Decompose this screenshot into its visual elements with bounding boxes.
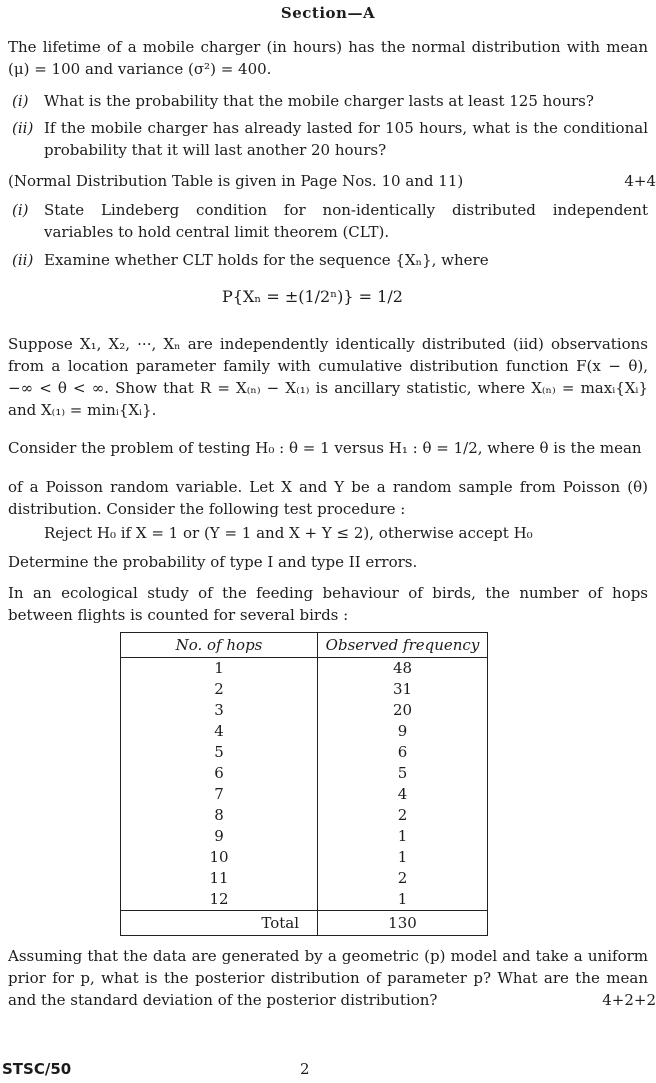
table-row	[121, 679, 488, 700]
q1-intro: The lifetime of a mobile charger (in hours) has the normal distribution with mean (μ) = 100 and variance (σ²) = 400.	[8, 38, 648, 78]
frequency-cell: 1	[397, 827, 408, 845]
hops-cell: 1	[121, 658, 318, 680]
table-row	[121, 868, 488, 889]
table-row	[121, 721, 488, 742]
hops-cell: 6	[121, 763, 318, 784]
q5-marks: 4+2+2	[602, 991, 656, 1009]
frequency-cell: 6	[397, 743, 408, 761]
hops-cell: 8	[121, 805, 318, 826]
q4-text: of a Poisson random variable. Let X and Y be a random sample from Poisson (θ) distribution. Consider the following test procedure :	[8, 478, 648, 518]
hops-cell: 12	[121, 889, 318, 911]
hops-cell: 3	[121, 700, 318, 721]
frequency-cell: 2	[397, 869, 408, 887]
q1-part-ii	[8, 117, 648, 161]
q5-question: Assuming that the data are generated by a geometric (p) model and take a uniform prior for p, what is the posterior distribution of parameter p? What are the mean and the standard deviation of the posterior distribution?	[8, 947, 648, 1009]
hops-cell: 10	[121, 847, 318, 868]
q1-part-i	[8, 90, 648, 112]
q5-intro: In an ecological study of the feeding behaviour of birds, the number of hops between flights is counted for several birds :	[8, 584, 648, 624]
total-label: Total	[121, 911, 318, 936]
q1-part-ii-text: If the mobile charger has already lasted for 105 hours, what is the conditional probability that it will last another 20 hours?	[44, 119, 648, 159]
frequency-cell: 20	[392, 701, 413, 719]
hops-cell: 5	[121, 742, 318, 763]
table-row	[121, 826, 488, 847]
hops-cell: 4	[121, 721, 318, 742]
frequency-cell: 1	[397, 848, 408, 866]
q2-part-i	[8, 199, 648, 243]
frequency-cell: 31	[392, 680, 413, 698]
q1-note-row	[8, 170, 656, 192]
table-row	[121, 742, 488, 763]
q3-text: Suppose X₁, X₂, ···, Xₙ are independently identically distributed (iid) observations from a location parameter family with cumulative distribution function F(x − θ), −∞ < θ < ∞. Show that R = X₍ₙ₎ − X₍₁₎ is ancillary statistic, where X₍ₙ₎ = maxᵢ{Xᵢ} and X₍₁₎ = minᵢ{Xᵢ}.	[8, 335, 648, 419]
q4-line1: Consider the problem of testing H₀ : θ = 1 versus H₁ : θ = 1/2, where θ is the mean	[8, 439, 642, 457]
q2-part-ii-number: (ii)	[12, 251, 34, 269]
q4-rule: Reject H₀ if X = 1 or (Y = 1 and X + Y ≤ 2), otherwise accept H₀	[44, 524, 533, 542]
hops-cell: 2	[121, 679, 318, 700]
table-row	[121, 784, 488, 805]
hops-cell: 11	[121, 868, 318, 889]
q1-part-i-number: (i)	[12, 92, 29, 110]
table-row	[121, 658, 488, 680]
q2-formula: P{Xₙ = ±(1/2ⁿ)} = 1/2	[222, 287, 403, 306]
column-header-hops: No. of hops	[121, 633, 318, 658]
hops-cell: 9	[121, 826, 318, 847]
q5-question-block	[8, 945, 656, 1011]
table-row	[121, 889, 488, 911]
frequency-cell: 1	[397, 890, 408, 908]
q1-part-i-text: What is the probability that the mobile charger lasts at least 125 hours?	[44, 92, 594, 110]
total-value: 130	[318, 911, 488, 936]
frequency-cell: 5	[397, 764, 408, 782]
q1-note: (Normal Distribution Table is given in Page Nos. 10 and 11)	[8, 172, 464, 190]
section-heading: Section—A	[280, 4, 376, 22]
table-row	[121, 805, 488, 826]
table-row	[121, 700, 488, 721]
hops-cell: 7	[121, 784, 318, 805]
frequency-cell: 9	[397, 722, 408, 740]
table-row	[121, 847, 488, 868]
table-row	[121, 763, 488, 784]
q1-marks: 4+4	[624, 172, 656, 190]
q2-part-ii-text: Examine whether CLT holds for the sequence {Xₙ}, where	[44, 251, 489, 269]
frequency-cell: 4	[397, 785, 408, 803]
q1-part-ii-number: (ii)	[12, 119, 34, 137]
hops-frequency-table	[120, 632, 488, 936]
column-header-frequency: Observed frequency	[318, 633, 488, 658]
table-total-row	[121, 911, 488, 936]
q2-part-ii	[8, 249, 648, 271]
page-number: 2	[300, 1060, 310, 1078]
paper-code: STSC/50	[2, 1060, 72, 1078]
frequency-cell: 48	[392, 659, 413, 677]
table-body	[121, 658, 488, 911]
q2-part-i-number: (i)	[12, 201, 29, 219]
q4-ask: Determine the probability of type I and type II errors.	[8, 553, 418, 571]
q2-part-i-text: State Lindeberg condition for non-identically distributed independent variables to hold central limit theorem (CLT).	[44, 201, 648, 241]
table-header-row	[121, 633, 488, 658]
frequency-cell: 2	[397, 806, 408, 824]
